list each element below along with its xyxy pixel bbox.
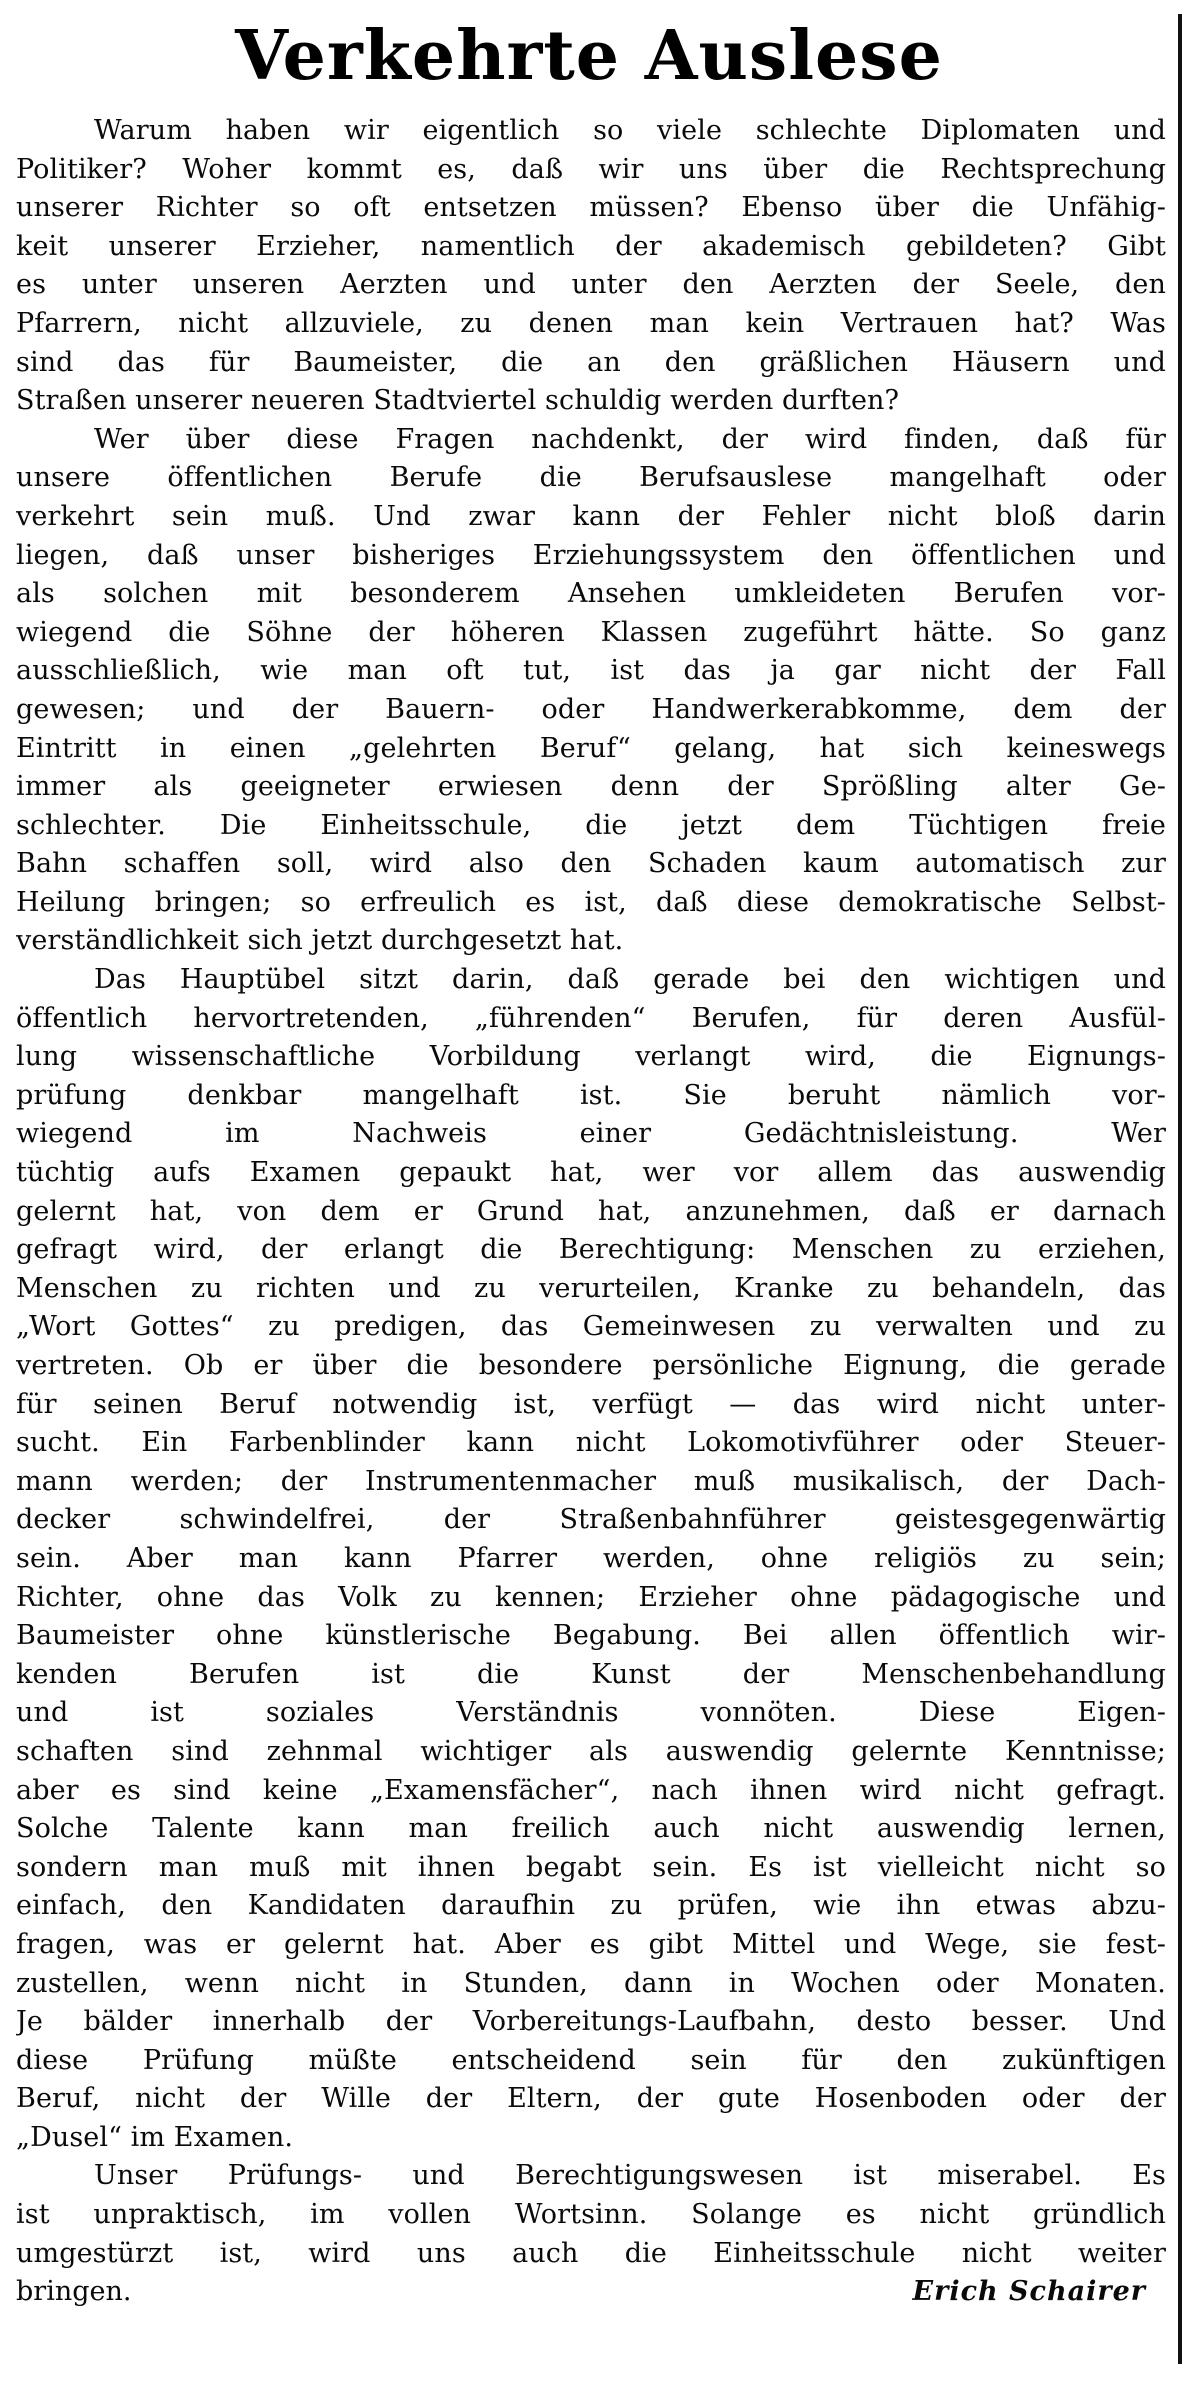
text-line: gewesen; und der Bauern- oder Handwerkerabkomme, dem der — [16, 693, 1166, 725]
text-line: unsere öffentlichen Berufe die Berufsauslese mangelhaft oder — [16, 462, 1166, 494]
text-line: vertreten. Ob er über die besondere persönliche Eignung, die gerade — [16, 1350, 1166, 1381]
text-line: sein. Aber man kann Pfarrer werden, ohne religiös zu sein; — [16, 1542, 1166, 1574]
closing-text: bringen. — [16, 2276, 132, 2308]
text-line: Warum haben wir eigentlich so viele schlechte Diplomaten und — [94, 115, 1166, 146]
paragraph — [16, 421, 1166, 961]
headline: Verkehrte Auslese — [235, 16, 943, 96]
text-line: gefragt wird, der erlangt die Berechtigung: Menschen zu erziehen, — [16, 1234, 1166, 1266]
text-line: Das Hauptübel sitzt darin, daß gerade bei den wichtigen und — [94, 964, 1166, 996]
text-line: einfach, den Kandidaten daraufhin zu prüfen, wie ihn etwas abzu- — [16, 1890, 1166, 1922]
text-line: lung wissenschaftliche Vorbildung verlangt wird, die Eignungs- — [16, 1041, 1166, 1073]
text-line: fragen, was er gelernt hat. Aber es gibt Mittel und Wege, sie fest- — [16, 1928, 1166, 1960]
closing-line — [16, 2273, 1166, 2312]
text-line: schaften sind zehnmal wichtiger als auswendig gelernte Kenntnisse; — [16, 1735, 1166, 1767]
text-line: für seinen Beruf notwendig ist, verfügt — das wird nicht unter- — [16, 1388, 1166, 1420]
text-line: keit unserer Erzieher, namentlich der akademisch gebildeten? Gibt — [16, 230, 1166, 262]
text-line: Richter, ohne das Volk zu kennen; Erzieher ohne pädagogische und — [16, 1581, 1166, 1613]
text-line: Pfarrern, nicht allzuviele, zu denen man kein Vertrauen hat? Was — [16, 307, 1166, 339]
text-line: Beruf, nicht der Wille der Eltern, der gute Hosenboden oder der — [16, 2083, 1166, 2115]
text-line: Menschen zu richten und zu verurteilen, Kranke zu behandeln, das — [16, 1272, 1166, 1304]
text-line: Je bälder innerhalb der Vorbereitungs-Laufbahn, desto besser. Und — [16, 2006, 1166, 2038]
text-line: diese Prüfung müßte entscheidend sein für den zukünftigen — [16, 2044, 1166, 2076]
text-line: Straßen unserer neueren Stadtviertel schuldig werden durften? — [16, 385, 900, 417]
text-line: verkehrt sein muß. Und zwar kann der Fehler nicht bloß darin — [16, 500, 1166, 532]
text-line: ist unpraktisch, im vollen Wortsinn. Solange es nicht gründlich — [16, 2199, 1166, 2231]
text-line: sind das für Baumeister, die an den gräßlichen Häusern und — [16, 346, 1166, 378]
author-signature: Erich Schairer — [912, 2276, 1146, 2308]
text-line: verständlichkeit sich jetzt durchgesetzt hat. — [16, 925, 624, 957]
text-line: öffentlich hervortretenden, „führenden“ Berufen, für deren Ausfül- — [16, 1002, 1166, 1034]
text-line: als solchen mit besonderem Ansehen umkleideten Berufen vor- — [16, 578, 1166, 610]
text-line: liegen, daß unser bisheriges Erziehungssystem den öffentlichen und — [16, 539, 1166, 571]
text-line: zustellen, wenn nicht in Stunden, dann in Wochen oder Monaten. — [16, 1967, 1166, 1999]
text-line: sucht. Ein Farbenblinder kann nicht Lokomotivführer oder Steuer- — [16, 1427, 1166, 1459]
text-line: Baumeister ohne künstlerische Begabung. Bei allen öffentlich wir- — [16, 1620, 1166, 1652]
paragraph — [16, 961, 1166, 2157]
paragraph — [16, 2157, 1166, 2273]
text-line: Wer über diese Fragen nachdenkt, der wird finden, daß für — [94, 423, 1166, 455]
text-line: umgestürzt ist, wird uns auch die Einheitsschule nicht weiter — [16, 2237, 1166, 2269]
text-line: aber es sind keine „Examensfächer“, nach ihnen wird nicht gefragt. — [16, 1774, 1166, 1806]
text-line: schlechter. Die Einheitsschule, die jetzt dem Tüchtigen freie — [16, 809, 1166, 841]
text-line: Bahn schaffen soll, wird also den Schaden kaum automatisch zur — [16, 848, 1166, 880]
text-line: unserer Richter so oft entsetzen müssen? Ebenso über die Unfähig- — [16, 192, 1166, 224]
text-line: Eintritt in einen „gelehrten Beruf“ gelang, hat sich keineswegs — [16, 732, 1166, 764]
text-line: „Wort Gottes“ zu predigen, das Gemeinwesen zu verwalten und zu — [16, 1311, 1166, 1343]
text-line: Unser Prüfungs- und Berechtigungswesen ist miserabel. Es — [94, 2160, 1166, 2192]
text-line: Politiker? Woher kommt es, daß wir uns über die Rechtsprechung — [16, 153, 1166, 185]
paragraph — [16, 112, 1166, 421]
text-line: decker schwindelfrei, der Straßenbahnführer geistesgegenwärtig — [16, 1504, 1166, 1536]
text-line: und ist soziales Verständnis vonnöten. Diese Eigen- — [16, 1697, 1166, 1729]
text-line: immer als geeigneter erwiesen denn der Sprößling alter Ge- — [16, 771, 1166, 803]
text-line: mann werden; der Instrumentenmacher muß musikalisch, der Dach- — [16, 1465, 1166, 1497]
article-body — [16, 112, 1166, 2312]
text-line: Solche Talente kann man freilich auch nicht auswendig lernen, — [16, 1813, 1166, 1845]
text-line: kenden Berufen ist die Kunst der Menschenbehandlung — [16, 1658, 1166, 1690]
text-line: tüchtig aufs Examen gepaukt hat, wer vor allem das auswendig — [16, 1157, 1166, 1189]
text-line: „Dusel“ im Examen. — [16, 2121, 294, 2153]
text-line: wiegend im Nachweis einer Gedächtnisleistung. Wer — [16, 1118, 1166, 1150]
text-line: wiegend die Söhne der höheren Klassen zugeführt hätte. So ganz — [16, 616, 1166, 648]
text-line: prüfung denkbar mangelhaft ist. Sie beruht nämlich vor- — [16, 1079, 1166, 1111]
text-line: sondern man muß mit ihnen begabt sein. Es ist vielleicht nicht so — [16, 1851, 1166, 1883]
column-rule — [1178, 14, 1182, 2364]
text-line: es unter unseren Aerzten und unter den Aerzten der Seele, den — [16, 269, 1166, 301]
text-line: gelernt hat, von dem er Grund hat, anzunehmen, daß er darnach — [16, 1195, 1166, 1227]
text-line: ausschließlich, wie man oft tut, ist das ja gar nicht der Fall — [16, 655, 1166, 687]
text-line: Heilung bringen; so erfreulich es ist, daß diese demokratische Selbst- — [16, 886, 1166, 918]
